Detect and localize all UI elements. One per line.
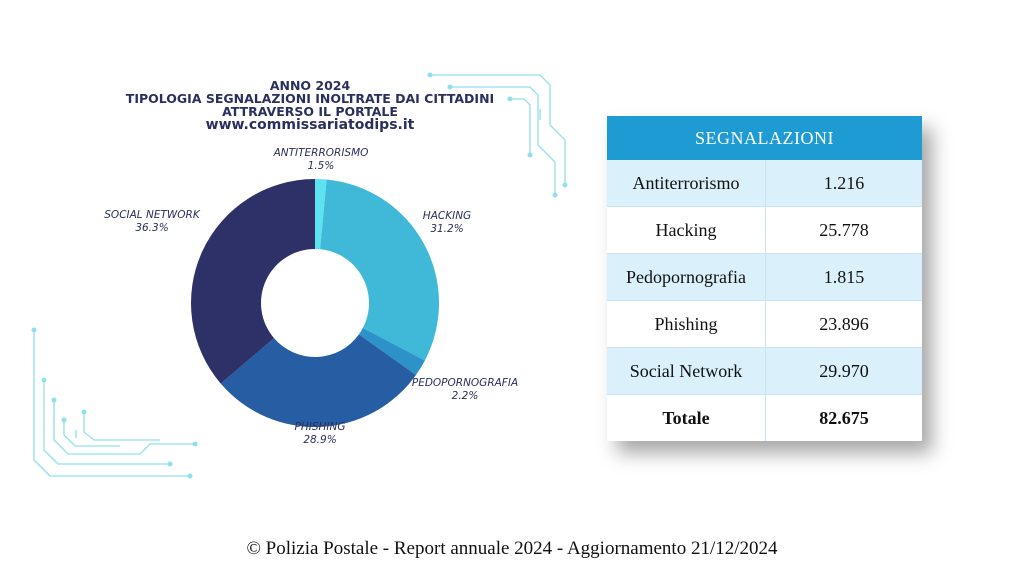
slice-percent: 1.5% bbox=[307, 160, 335, 172]
slice-percent: 36.3% bbox=[135, 222, 169, 234]
table-row bbox=[607, 301, 922, 348]
slice-label-social-network bbox=[92, 209, 212, 235]
total-value: 82.675 bbox=[766, 395, 923, 442]
total-label: Totale bbox=[607, 395, 766, 442]
chart-title-line-1: ANNO 2024 bbox=[269, 78, 351, 93]
slice-percent: 2.2% bbox=[451, 390, 479, 402]
slice-label-phishing bbox=[270, 421, 370, 447]
slice-percent: 28.9% bbox=[303, 434, 337, 446]
row-name: Phishing bbox=[607, 301, 766, 348]
slice-name: PEDOPORNOGRAFIA bbox=[411, 377, 519, 389]
table-row bbox=[607, 160, 922, 207]
slice-label-pedopornografia bbox=[400, 377, 530, 403]
row-value: 1.815 bbox=[766, 254, 923, 301]
row-value: 25.778 bbox=[766, 207, 923, 254]
row-value: 29.970 bbox=[766, 348, 923, 395]
slice-name: SOCIAL NETWORK bbox=[104, 209, 200, 221]
slice-name: HACKING bbox=[422, 210, 472, 222]
table-total-row bbox=[607, 395, 922, 442]
table-row bbox=[607, 254, 922, 301]
table-row bbox=[607, 207, 922, 254]
slice-label-hacking bbox=[397, 210, 497, 236]
row-name: Pedopornografia bbox=[607, 254, 766, 301]
chart-title-line-3: ATTRAVERSO IL PORTALE bbox=[222, 104, 398, 119]
chart-title-url: www.commissariatodips.it bbox=[205, 117, 415, 133]
chart-title bbox=[120, 79, 500, 133]
segnalazioni-table bbox=[607, 116, 922, 441]
row-name: Hacking bbox=[607, 207, 766, 254]
table-row bbox=[607, 348, 922, 395]
slice-name: ANTITERRORISMO bbox=[273, 147, 369, 159]
row-name: Antiterrorismo bbox=[607, 160, 766, 207]
footer-credit: © Polizia Postale - Report annuale 2024 - Aggiornamento 21/12/2024 bbox=[246, 538, 778, 559]
table-header: SEGNALAZIONI bbox=[607, 116, 922, 160]
slice-label-antiterrorismo bbox=[256, 147, 386, 173]
chart-title-line-2: TIPOLOGIA SEGNALAZIONI INOLTRATE DAI CITTADINI bbox=[125, 91, 495, 106]
slice-name: PHISHING bbox=[294, 421, 346, 433]
row-name: Social Network bbox=[607, 348, 766, 395]
slice-percent: 31.2% bbox=[430, 223, 464, 235]
row-value: 1.216 bbox=[766, 160, 923, 207]
donut-slice-hacking bbox=[320, 180, 439, 361]
row-value: 23.896 bbox=[766, 301, 923, 348]
